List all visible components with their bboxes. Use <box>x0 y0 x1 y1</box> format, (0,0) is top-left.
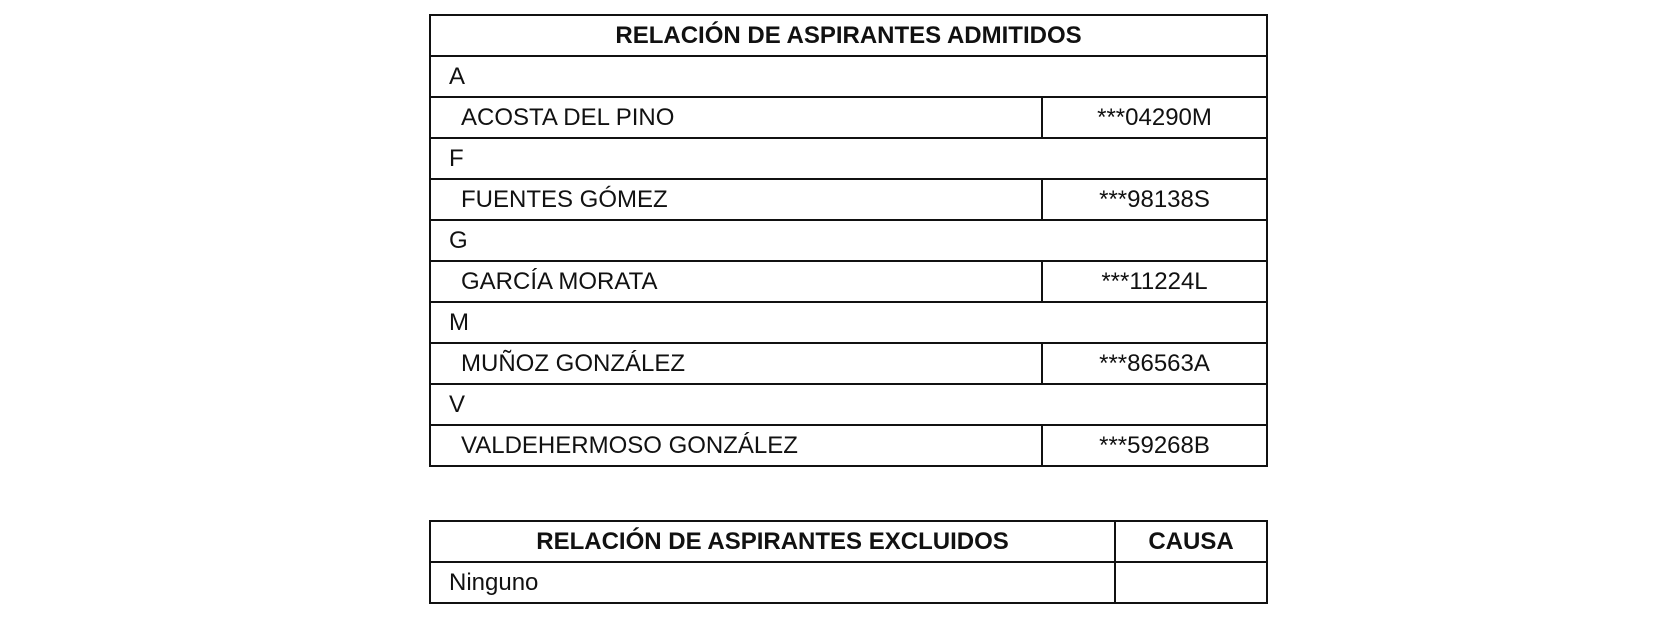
letter-row <box>430 302 1267 343</box>
applicant-name: ACOSTA DEL PINO <box>430 97 1042 138</box>
letter-heading: M <box>430 302 1267 343</box>
excluded-header-row <box>430 521 1267 562</box>
applicant-row <box>430 425 1267 466</box>
letter-heading: A <box>430 56 1267 97</box>
excluded-table-title: RELACIÓN DE ASPIRANTES EXCLUIDOS <box>430 521 1115 562</box>
letter-row <box>430 138 1267 179</box>
excluded-cause <box>1115 562 1267 603</box>
applicant-name: FUENTES GÓMEZ <box>430 179 1042 220</box>
excluded-applicant-name: Ninguno <box>430 562 1115 603</box>
letter-heading: V <box>430 384 1267 425</box>
cause-column-header: CAUSA <box>1115 521 1267 562</box>
applicant-id: ***98138S <box>1042 179 1267 220</box>
letter-heading: F <box>430 138 1267 179</box>
excluded-applicants-table <box>429 520 1268 604</box>
admitted-applicants-table <box>429 14 1268 467</box>
applicant-id: ***11224L <box>1042 261 1267 302</box>
applicant-name: VALDEHERMOSO GONZÁLEZ <box>430 425 1042 466</box>
applicant-id: ***86563A <box>1042 343 1267 384</box>
letter-row <box>430 384 1267 425</box>
applicant-row <box>430 261 1267 302</box>
applicant-id: ***59268B <box>1042 425 1267 466</box>
letter-row <box>430 220 1267 261</box>
applicant-row <box>430 179 1267 220</box>
applicant-name: MUÑOZ GONZÁLEZ <box>430 343 1042 384</box>
applicant-row <box>430 343 1267 384</box>
applicant-name: GARCÍA MORATA <box>430 261 1042 302</box>
letter-row <box>430 56 1267 97</box>
applicant-id: ***04290M <box>1042 97 1267 138</box>
excluded-row <box>430 562 1267 603</box>
admitted-header-row <box>430 15 1267 56</box>
admitted-table-title: RELACIÓN DE ASPIRANTES ADMITIDOS <box>430 15 1267 56</box>
letter-heading: G <box>430 220 1267 261</box>
applicant-row <box>430 97 1267 138</box>
